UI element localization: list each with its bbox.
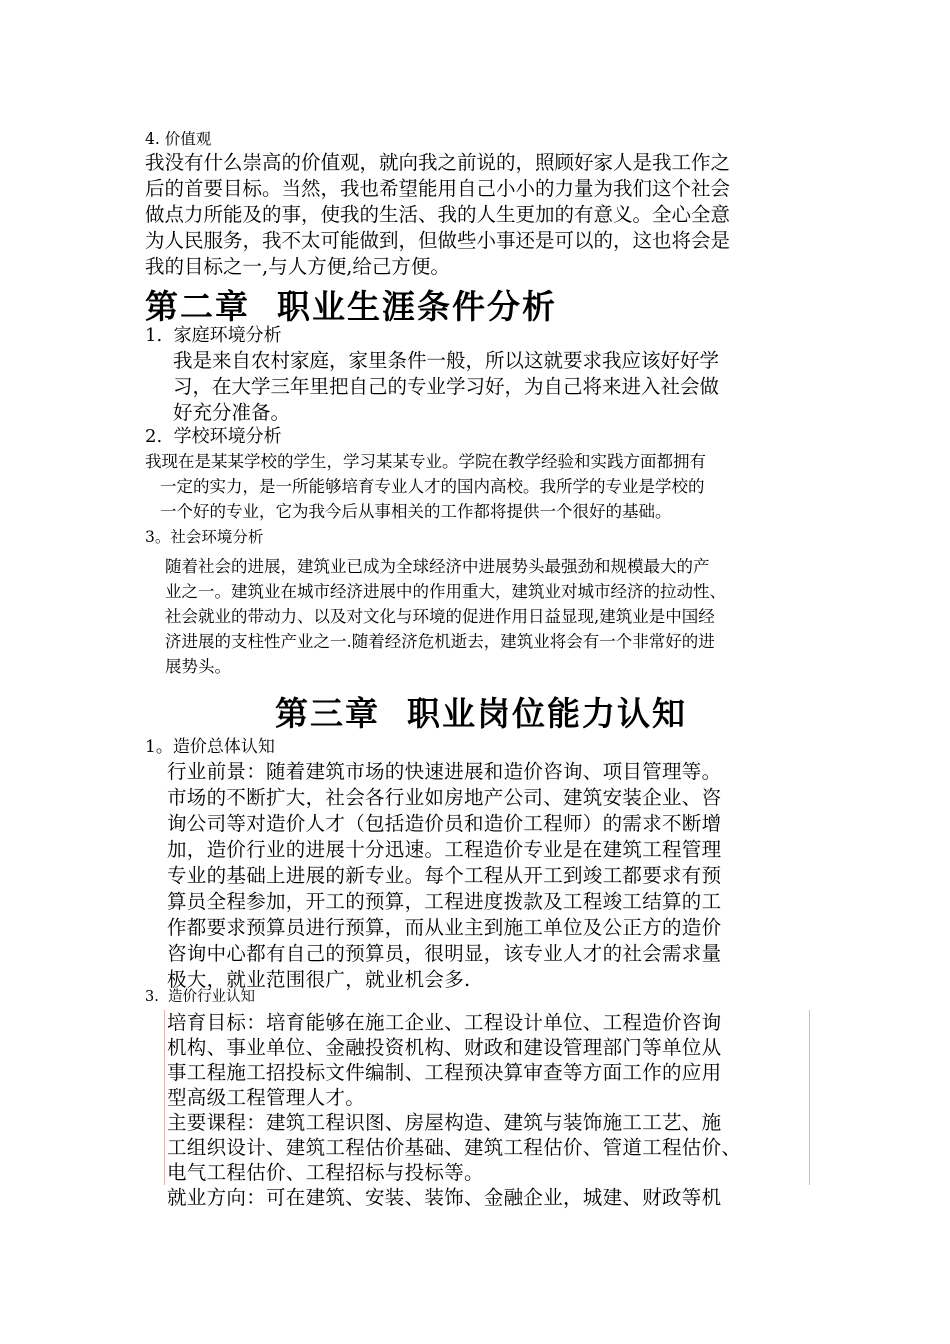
paragraph-line: 我是来自农村家庭，家里条件一般，所以这就要求我应该好好学	[173, 349, 720, 372]
section-heading-school: 2. 学校环境分析	[145, 426, 282, 447]
paragraph-line: 就业方向：可在建筑、安装、装饰、金融企业，城建、财政等机	[167, 1186, 722, 1209]
paragraph-line: 极大，就业范围很广，就业机会多.	[167, 968, 471, 991]
paragraph-line: 作都要求预算员进行预算，而从业主到施工单位及公正方的造价	[167, 916, 722, 939]
paragraph-line: 培育目标：培育能够在施工企业、工程设计单位、工程造价咨询	[167, 1011, 722, 1034]
paragraph-line: 为人民服务，我不太可能做到，但做些小事还是可以的，这也将会是	[145, 229, 731, 252]
paragraph-line: 一个好的专业，它为我今后从事相关的工作都将提供一个很好的基础。	[160, 502, 672, 521]
paragraph-line: 我的目标之一,与人方便,给己方便。	[145, 255, 450, 278]
section-heading-family: 1. 家庭环境分析	[145, 325, 282, 346]
section-heading-society: 3。社会环境分析	[145, 528, 264, 546]
section-heading-cost-industry: 3. 造价行业认知	[145, 989, 256, 1005]
paragraph-line: 事工程施工招投标文件编制、工程预决算审查等方面工作的应用	[167, 1061, 722, 1084]
paragraph-line: 业之一。建筑业在城市经济进展中的作用重大，建筑业对城市经济的拉动性、	[165, 582, 726, 601]
section-heading-values: 4. 价值观	[145, 130, 212, 148]
paragraph-line: 我没有什么崇高的价值观，就向我之前说的，照顾好家人是我工作之	[145, 151, 731, 174]
paragraph-line: 社会就业的带动力、以及对文化与环境的促进作用日益显现,建筑业是中国经	[165, 607, 715, 626]
paragraph-line: 一定的实力，是一所能够培育专业人才的国内高校。我所学的专业是学校的	[160, 477, 705, 496]
paragraph-line: 后的首要目标。当然，我也希望能用自己小小的力量为我们这个社会	[145, 177, 731, 200]
chapter-title: 第二章 职业生涯条件分析	[145, 287, 557, 326]
paragraph-line: 好充分准备。	[173, 401, 291, 424]
paragraph-line: 主要课程：建筑工程识图、房屋构造、建筑与装饰施工工艺、施	[167, 1111, 722, 1134]
paragraph-line: 习，在大学三年里把自己的专业学习好，为自己将来进入社会做	[173, 375, 720, 398]
paragraph-line: 随着社会的进展，建筑业已成为全球经济中进展势头最强劲和规模最大的产	[165, 557, 710, 576]
section-heading-cost-overview: 1。造价总体认知	[145, 737, 275, 757]
paragraph-line: 工组织设计、建筑工程估价基础、建筑工程估价、管道工程估价、	[167, 1136, 742, 1159]
paragraph-line: 询公司等对造价人才（包括造价员和造价工程师）的需求不断增	[167, 812, 722, 835]
chapter-title: 第三章 职业岗位能力认知	[275, 694, 687, 733]
paragraph-line: 电气工程估价、工程招标与投标等。	[167, 1161, 484, 1184]
paragraph-line: 展势头。	[165, 657, 231, 676]
paragraph-line: 机构、事业单位、金融投资机构、财政和建设管理部门等单位从	[167, 1036, 722, 1059]
paragraph-line: 专业的基础上进展的新专业。每个工程从开工到竣工都要求有预	[167, 864, 722, 887]
paragraph-line: 济进展的支柱性产业之一.随着经济危机逝去，建筑业将会有一个非常好的进	[165, 632, 715, 651]
paragraph-line: 算员全程参加，开工的预算，工程进度拨款及工程竣工结算的工	[167, 890, 722, 913]
paragraph-line: 行业前景：随着建筑市场的快速进展和造价咨询、项目管理等。	[167, 760, 722, 783]
paragraph-line: 加，造价行业的进展十分迅速。工程造价专业是在建筑工程管理	[167, 838, 722, 861]
paragraph-line: 咨询中心都有自己的预算员，很明显，该专业人才的社会需求量	[167, 942, 722, 965]
paragraph-line: 市场的不断扩大，社会各行业如房地产公司、建筑安装企业、咨	[167, 786, 722, 809]
paragraph-line: 做点力所能及的事，使我的生活、我的人生更加的有意义。全心全意	[145, 203, 731, 226]
paragraph-line: 我现在是某某学校的学生，学习某某专业。学院在教学经验和实践方面都拥有	[145, 452, 706, 471]
paragraph-line: 型高级工程管理人才。	[167, 1086, 366, 1109]
